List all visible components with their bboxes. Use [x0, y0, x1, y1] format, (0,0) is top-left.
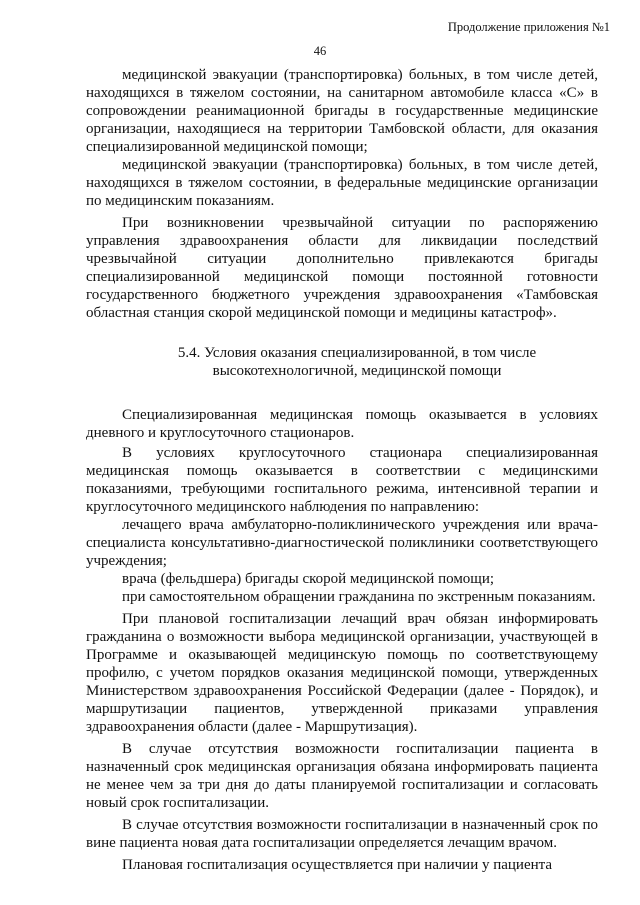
paragraph-referral-ambulance: врача (фельдшера) бригады скорой медицинской помощи; — [122, 571, 495, 587]
paragraph-inpatient-conditions: В условиях круглосуточного стационара специализированная медицинская помощь оказывается в соответствии с медицинскими показаниями, требующими госпитального режима, интенсивной терапии и круглосуточного медицинского наблюдения по направлению: — [86, 445, 598, 515]
paragraph-specialized-care: Специализированная медицинская помощь оказывается в условиях дневного и круглосуточного стационаров. — [86, 407, 598, 441]
section-heading-5-4 — [86, 344, 598, 380]
section-heading-line-1: 5.4. Условия оказания специализированной, в том числе — [177, 345, 537, 361]
appendix-continuation-note: Продолжение приложения №1 — [447, 20, 610, 34]
paragraph-referral-attending-doctor: лечащего врача амбулаторно-поликлинического учреждения или врача-специалиста консультативно-диагностической поликлиники соответствующего учреждения; — [86, 517, 598, 569]
paragraph-self-referral: при самостоятельном обращении гражданина по экстренным показаниям. — [122, 589, 596, 605]
paragraph-evacuation-regional: медицинской эвакуации (транспортировка) больных, в том числе детей, находящихся в тяжелом состоянии, на санитарном автомобиле класса «С» в сопровождении реанимационной бригады в государственные медицинские организации, находящиеся на территории Тамбовской области, для оказания специализированной медицинской помощи; — [86, 67, 598, 155]
document-body — [86, 66, 598, 874]
paragraph-planned-conditions: Плановая госпитализация осуществляется при наличии у пациента — [122, 857, 553, 873]
paragraph-emergency-situation: При возникновении чрезвычайной ситуации по распоряжению управления здравоохранения области для ликвидации последствий чрезвычайной ситуации дополнительно привлекаются бригады специализированной медицинской помощи постоянной готовности государственного бюджетного учреждения здравоохранения «Тамбовская областная станция скорой медицинской помощи и медицины катастроф». — [86, 215, 598, 321]
paragraph-no-capacity: В случае отсутствия возможности госпитализации пациента в назначенный срок медицинская организация обязана информировать пациента не менее чем за три дня до даты планируемой госпитализации и согласовать новый срок госпитализации. — [86, 741, 598, 811]
paragraph-patient-fault: В случае отсутствия возможности госпитализации в назначенный срок по вине пациента новая дата госпитализации определяется лечащим врачом. — [86, 817, 598, 851]
page-number: 46 — [313, 44, 327, 58]
paragraph-evacuation-federal: медицинской эвакуации (транспортировка) больных, в том числе детей, находящихся в тяжелом состоянии, в федеральные медицинские организации по медицинским показаниям. — [86, 157, 598, 209]
section-heading-line-2: высокотехнологичной, медицинской помощи — [212, 363, 502, 379]
paragraph-planned-hospitalization: При плановой госпитализации лечащий врач обязан информировать гражданина о возможности выбора медицинской организации, участвующей в Программе и оказывающей медицинскую помощь по соответствующему профилю, с учетом порядков оказания медицинской помощи, утвержденных Министерством здравоохранения Российской Федерации (далее - Порядок), и маршрутизации пациентов, утвержденной приказами управления здравоохранения области (далее - Маршрутизация). — [86, 611, 598, 735]
